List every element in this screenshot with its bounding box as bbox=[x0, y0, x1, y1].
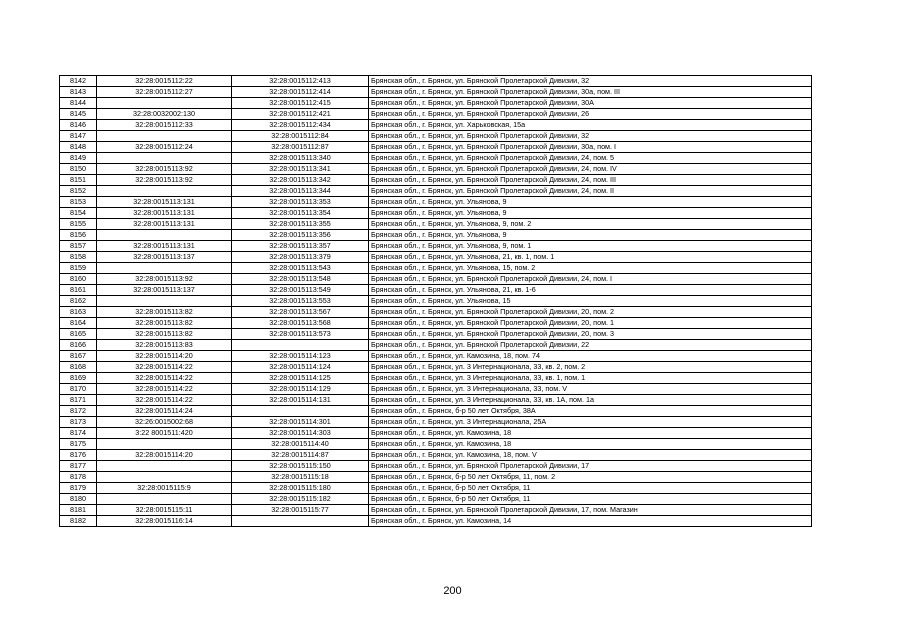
address-cell: Брянская обл., г. Брянск, ул. Брянской Пролетарской Дивизии, 24, пом. I bbox=[369, 274, 812, 285]
table-row bbox=[60, 263, 812, 274]
old-cadastral-number-cell: 32:28:0015114:22 bbox=[97, 362, 232, 373]
address-cell: Брянская обл., г. Брянск, ул. Камозина, 18, пом. 74 bbox=[369, 351, 812, 362]
new-cadastral-number-cell: 32:28:0015114:129 bbox=[232, 384, 369, 395]
address-cell: Брянская обл., г. Брянск, ул. 3 Интернационала, 33, кв. 1А, пом. 1а bbox=[369, 395, 812, 406]
address-cell: Брянская обл., г. Брянск, ул. Камозина, 14 bbox=[369, 516, 812, 527]
new-cadastral-number-cell: 32:28:0015113:549 bbox=[232, 285, 369, 296]
table-row bbox=[60, 494, 812, 505]
old-cadastral-number-cell: 32:28:0015113:92 bbox=[97, 164, 232, 175]
new-cadastral-number-cell bbox=[232, 406, 369, 417]
old-cadastral-number-cell: 32:28:0015113:92 bbox=[97, 274, 232, 285]
address-cell: Брянская обл., г. Брянск, ул. Брянской Пролетарской Дивизии, 24, пом. IV bbox=[369, 164, 812, 175]
old-cadastral-number-cell: 32:28:0015113:83 bbox=[97, 340, 232, 351]
address-cell: Брянская обл., г. Брянск, ул. Брянской Пролетарской Дивизии, 17, пом. Магазин bbox=[369, 505, 812, 516]
old-cadastral-number-cell: 32:26:0015002:68 bbox=[97, 417, 232, 428]
row-number-cell: 8155 bbox=[60, 219, 97, 230]
table-row bbox=[60, 351, 812, 362]
old-cadastral-number-cell bbox=[97, 153, 232, 164]
row-number-cell: 8154 bbox=[60, 208, 97, 219]
table-row bbox=[60, 153, 812, 164]
old-cadastral-number-cell: 32:28:0032002:130 bbox=[97, 109, 232, 120]
new-cadastral-number-cell bbox=[232, 340, 369, 351]
table-row bbox=[60, 109, 812, 120]
address-cell: Брянская обл., г. Брянск, ул. Ульянова, 21, кв. 1-6 bbox=[369, 285, 812, 296]
row-number-cell: 8157 bbox=[60, 241, 97, 252]
address-cell: Брянская обл., г. Брянск, ул. Брянской Пролетарской Дивизии, 17 bbox=[369, 461, 812, 472]
table-row bbox=[60, 120, 812, 131]
table-row bbox=[60, 175, 812, 186]
table-row bbox=[60, 318, 812, 329]
old-cadastral-number-cell bbox=[97, 494, 232, 505]
new-cadastral-number-cell: 32:28:0015114:125 bbox=[232, 373, 369, 384]
row-number-cell: 8167 bbox=[60, 351, 97, 362]
registry-table-body bbox=[60, 76, 812, 527]
table-row bbox=[60, 252, 812, 263]
table-row bbox=[60, 450, 812, 461]
address-cell: Брянская обл., г. Брянск, ул. 3 Интернационала, 33, кв. 2, пом. 2 bbox=[369, 362, 812, 373]
table-row bbox=[60, 219, 812, 230]
row-number-cell: 8142 bbox=[60, 76, 97, 87]
old-cadastral-number-cell: 32:28:0015114:22 bbox=[97, 384, 232, 395]
table-row bbox=[60, 76, 812, 87]
row-number-cell: 8181 bbox=[60, 505, 97, 516]
row-number-cell: 8153 bbox=[60, 197, 97, 208]
address-cell: Брянская обл., г. Брянск, ул. Ульянова, 15, пом. 2 bbox=[369, 263, 812, 274]
table-row bbox=[60, 241, 812, 252]
table-row bbox=[60, 483, 812, 494]
table-row bbox=[60, 285, 812, 296]
old-cadastral-number-cell: 32:28:0015112:22 bbox=[97, 76, 232, 87]
table-row bbox=[60, 230, 812, 241]
address-cell: Брянская обл., г. Брянск, ул. Брянской Пролетарской Дивизии, 24, пом. II bbox=[369, 186, 812, 197]
address-cell: Брянская обл., г. Брянск, ул. Камозина, 18 bbox=[369, 428, 812, 439]
new-cadastral-number-cell: 32:28:0015114:40 bbox=[232, 439, 369, 450]
table-row bbox=[60, 373, 812, 384]
table-row bbox=[60, 142, 812, 153]
address-cell: Брянская обл., г. Брянск, ул. Брянской Пролетарской Дивизии, 24, пом. 5 bbox=[369, 153, 812, 164]
old-cadastral-number-cell bbox=[97, 230, 232, 241]
new-cadastral-number-cell: 32:28:0015114:303 bbox=[232, 428, 369, 439]
row-number-cell: 8168 bbox=[60, 362, 97, 373]
address-cell: Брянская обл., г. Брянск, ул. Брянской Пролетарской Дивизии, 32 bbox=[369, 76, 812, 87]
address-cell: Брянская обл., г. Брянск, ул. Брянской Пролетарской Дивизии, 20, пом. 2 bbox=[369, 307, 812, 318]
address-cell: Брянская обл., г. Брянск, б-р 50 лет Октября, 38А bbox=[369, 406, 812, 417]
address-cell: Брянская обл., г. Брянск, ул. Харьковская, 15а bbox=[369, 120, 812, 131]
row-number-cell: 8178 bbox=[60, 472, 97, 483]
address-cell: Брянская обл., г. Брянск, б-р 50 лет Октября, 11 bbox=[369, 483, 812, 494]
table-row bbox=[60, 384, 812, 395]
row-number-cell: 8160 bbox=[60, 274, 97, 285]
address-cell: Брянская обл., г. Брянск, ул. Камозина, 18, пом. V bbox=[369, 450, 812, 461]
table-row bbox=[60, 98, 812, 109]
table-row bbox=[60, 461, 812, 472]
old-cadastral-number-cell bbox=[97, 296, 232, 307]
address-cell: Брянская обл., г. Брянск, ул. Брянской Пролетарской Дивизии, 22 bbox=[369, 340, 812, 351]
old-cadastral-number-cell: 32:28:0015114:24 bbox=[97, 406, 232, 417]
old-cadastral-number-cell: 32:28:0015112:33 bbox=[97, 120, 232, 131]
new-cadastral-number-cell: 32:28:0015113:353 bbox=[232, 197, 369, 208]
address-cell: Брянская обл., г. Брянск, ул. Ульянова, 9 bbox=[369, 197, 812, 208]
old-cadastral-number-cell: 32:28:0015112:27 bbox=[97, 87, 232, 98]
new-cadastral-number-cell: 32:28:0015112:414 bbox=[232, 87, 369, 98]
row-number-cell: 8144 bbox=[60, 98, 97, 109]
old-cadastral-number-cell: 32:28:0015114:22 bbox=[97, 395, 232, 406]
new-cadastral-number-cell: 32:28:0015113:568 bbox=[232, 318, 369, 329]
new-cadastral-number-cell: 32:28:0015113:553 bbox=[232, 296, 369, 307]
address-cell: Брянская обл., г. Брянск, ул. Брянской Пролетарской Дивизии, 32 bbox=[369, 131, 812, 142]
row-number-cell: 8182 bbox=[60, 516, 97, 527]
address-cell: Брянская обл., г. Брянск, ул. 3 Интернационала, 33, кв. 1, пом. 1 bbox=[369, 373, 812, 384]
old-cadastral-number-cell: 32:28:0015113:131 bbox=[97, 219, 232, 230]
old-cadastral-number-cell: 3:22 8001511:420 bbox=[97, 428, 232, 439]
row-number-cell: 8149 bbox=[60, 153, 97, 164]
new-cadastral-number-cell: 32:28:0015114:301 bbox=[232, 417, 369, 428]
table-row bbox=[60, 395, 812, 406]
new-cadastral-number-cell: 32:28:0015115:18 bbox=[232, 472, 369, 483]
address-cell: Брянская обл., г. Брянск, ул. Ульянова, 21, кв. 1, пом. 1 bbox=[369, 252, 812, 263]
old-cadastral-number-cell: 32:28:0015113:131 bbox=[97, 208, 232, 219]
row-number-cell: 8162 bbox=[60, 296, 97, 307]
new-cadastral-number-cell: 32:28:0015112:434 bbox=[232, 120, 369, 131]
row-number-cell: 8147 bbox=[60, 131, 97, 142]
row-number-cell: 8175 bbox=[60, 439, 97, 450]
new-cadastral-number-cell: 32:28:0015113:340 bbox=[232, 153, 369, 164]
table-row bbox=[60, 516, 812, 527]
table-row bbox=[60, 208, 812, 219]
table-row bbox=[60, 307, 812, 318]
row-number-cell: 8156 bbox=[60, 230, 97, 241]
old-cadastral-number-cell: 32:28:0015114:22 bbox=[97, 373, 232, 384]
table-row bbox=[60, 505, 812, 516]
address-cell: Брянская обл., г. Брянск, ул. Ульянова, 9 bbox=[369, 230, 812, 241]
table-row bbox=[60, 417, 812, 428]
row-number-cell: 8172 bbox=[60, 406, 97, 417]
new-cadastral-number-cell: 32:28:0015113:342 bbox=[232, 175, 369, 186]
old-cadastral-number-cell: 32:28:0015115:9 bbox=[97, 483, 232, 494]
address-cell: Брянская обл., г. Брянск, ул. Брянской Пролетарской Дивизии, 26 bbox=[369, 109, 812, 120]
old-cadastral-number-cell bbox=[97, 461, 232, 472]
new-cadastral-number-cell: 32:28:0015113:341 bbox=[232, 164, 369, 175]
address-cell: Брянская обл., г. Брянск, ул. Брянской Пролетарской Дивизии, 30а, пом. I bbox=[369, 142, 812, 153]
table-row bbox=[60, 186, 812, 197]
new-cadastral-number-cell: 32:28:0015114:87 bbox=[232, 450, 369, 461]
new-cadastral-number-cell: 32:28:0015113:344 bbox=[232, 186, 369, 197]
old-cadastral-number-cell: 32:28:0015112:24 bbox=[97, 142, 232, 153]
row-number-cell: 8174 bbox=[60, 428, 97, 439]
old-cadastral-number-cell: 32:28:0015116:14 bbox=[97, 516, 232, 527]
table-row bbox=[60, 439, 812, 450]
row-number-cell: 8143 bbox=[60, 87, 97, 98]
old-cadastral-number-cell: 32:28:0015113:92 bbox=[97, 175, 232, 186]
new-cadastral-number-cell: 32:28:0015113:357 bbox=[232, 241, 369, 252]
address-cell: Брянская обл., г. Брянск, ул. Брянской Пролетарской Дивизии, 24, пом. III bbox=[369, 175, 812, 186]
row-number-cell: 8145 bbox=[60, 109, 97, 120]
table-row bbox=[60, 472, 812, 483]
address-cell: Брянская обл., г. Брянск, ул. Брянской Пролетарской Дивизии, 30а, пом. III bbox=[369, 87, 812, 98]
row-number-cell: 8169 bbox=[60, 373, 97, 384]
page-number: 200 bbox=[443, 585, 462, 597]
row-number-cell: 8146 bbox=[60, 120, 97, 131]
old-cadastral-number-cell: 32:28:0015113:82 bbox=[97, 329, 232, 340]
row-number-cell: 8171 bbox=[60, 395, 97, 406]
row-number-cell: 8165 bbox=[60, 329, 97, 340]
table-row bbox=[60, 131, 812, 142]
new-cadastral-number-cell: 32:28:0015113:355 bbox=[232, 219, 369, 230]
new-cadastral-number-cell: 32:28:0015112:87 bbox=[232, 142, 369, 153]
row-number-cell: 8161 bbox=[60, 285, 97, 296]
address-cell: Брянская обл., г. Брянск, ул. Камозина, 18 bbox=[369, 439, 812, 450]
new-cadastral-number-cell: 32:28:0015114:131 bbox=[232, 395, 369, 406]
table-row bbox=[60, 197, 812, 208]
row-number-cell: 8148 bbox=[60, 142, 97, 153]
new-cadastral-number-cell: 32:28:0015115:77 bbox=[232, 505, 369, 516]
row-number-cell: 8158 bbox=[60, 252, 97, 263]
row-number-cell: 8159 bbox=[60, 263, 97, 274]
row-number-cell: 8176 bbox=[60, 450, 97, 461]
new-cadastral-number-cell: 32:28:0015112:421 bbox=[232, 109, 369, 120]
new-cadastral-number-cell: 32:28:0015115:180 bbox=[232, 483, 369, 494]
table-row bbox=[60, 87, 812, 98]
row-number-cell: 8152 bbox=[60, 186, 97, 197]
address-cell: Брянская обл., г. Брянск, б-р 50 лет Октября, 11, пом. 2 bbox=[369, 472, 812, 483]
cadastral-registry-table bbox=[59, 75, 812, 527]
row-number-cell: 8173 bbox=[60, 417, 97, 428]
new-cadastral-number-cell: 32:28:0015113:543 bbox=[232, 263, 369, 274]
address-cell: Брянская обл., г. Брянск, ул. Ульянова, 9, пом. 1 bbox=[369, 241, 812, 252]
row-number-cell: 8164 bbox=[60, 318, 97, 329]
old-cadastral-number-cell: 32:28:0015114:20 bbox=[97, 450, 232, 461]
new-cadastral-number-cell: 32:28:0015114:124 bbox=[232, 362, 369, 373]
row-number-cell: 8163 bbox=[60, 307, 97, 318]
address-cell: Брянская обл., г. Брянск, ул. Ульянова, 15 bbox=[369, 296, 812, 307]
row-number-cell: 8150 bbox=[60, 164, 97, 175]
old-cadastral-number-cell: 32:28:0015114:20 bbox=[97, 351, 232, 362]
new-cadastral-number-cell: 32:28:0015115:150 bbox=[232, 461, 369, 472]
old-cadastral-number-cell: 32:28:0015113:82 bbox=[97, 307, 232, 318]
old-cadastral-number-cell: 32:28:0015113:82 bbox=[97, 318, 232, 329]
address-cell: Брянская обл., г. Брянск, ул. Ульянова, 9, пом. 2 bbox=[369, 219, 812, 230]
table-row bbox=[60, 329, 812, 340]
old-cadastral-number-cell: 32:28:0015113:137 bbox=[97, 252, 232, 263]
old-cadastral-number-cell bbox=[97, 472, 232, 483]
new-cadastral-number-cell: 32:28:0015114:123 bbox=[232, 351, 369, 362]
old-cadastral-number-cell: 32:28:0015115:11 bbox=[97, 505, 232, 516]
new-cadastral-number-cell: 32:28:0015112:415 bbox=[232, 98, 369, 109]
address-cell: Брянская обл., г. Брянск, б-р 50 лет Октября, 11 bbox=[369, 494, 812, 505]
new-cadastral-number-cell: 32:28:0015113:356 bbox=[232, 230, 369, 241]
new-cadastral-number-cell: 32:28:0015113:354 bbox=[232, 208, 369, 219]
new-cadastral-number-cell: 32:28:0015113:379 bbox=[232, 252, 369, 263]
row-number-cell: 8151 bbox=[60, 175, 97, 186]
row-number-cell: 8170 bbox=[60, 384, 97, 395]
row-number-cell: 8177 bbox=[60, 461, 97, 472]
table-row bbox=[60, 274, 812, 285]
table-row bbox=[60, 164, 812, 175]
address-cell: Брянская обл., г. Брянск, ул. Брянской Пролетарской Дивизии, 20, пом. 3 bbox=[369, 329, 812, 340]
old-cadastral-number-cell bbox=[97, 98, 232, 109]
old-cadastral-number-cell bbox=[97, 186, 232, 197]
old-cadastral-number-cell: 32:28:0015113:137 bbox=[97, 285, 232, 296]
new-cadastral-number-cell: 32:28:0015113:548 bbox=[232, 274, 369, 285]
table-row bbox=[60, 296, 812, 307]
table-row bbox=[60, 362, 812, 373]
row-number-cell: 8166 bbox=[60, 340, 97, 351]
row-number-cell: 8179 bbox=[60, 483, 97, 494]
old-cadastral-number-cell bbox=[97, 131, 232, 142]
new-cadastral-number-cell: 32:28:0015113:573 bbox=[232, 329, 369, 340]
address-cell: Брянская обл., г. Брянск, ул. 3 Интернационала, 33, пом. V bbox=[369, 384, 812, 395]
table-row bbox=[60, 406, 812, 417]
address-cell: Брянская обл., г. Брянск, ул. 3 Интернационала, 25А bbox=[369, 417, 812, 428]
old-cadastral-number-cell bbox=[97, 439, 232, 450]
address-cell: Брянская обл., г. Брянск, ул. Брянской Пролетарской Дивизии, 20, пом. 1 bbox=[369, 318, 812, 329]
new-cadastral-number-cell bbox=[232, 516, 369, 527]
old-cadastral-number-cell bbox=[97, 263, 232, 274]
table-row bbox=[60, 428, 812, 439]
new-cadastral-number-cell: 32:28:0015115:182 bbox=[232, 494, 369, 505]
new-cadastral-number-cell: 32:28:0015112:84 bbox=[232, 131, 369, 142]
new-cadastral-number-cell: 32:28:0015113:567 bbox=[232, 307, 369, 318]
address-cell: Брянская обл., г. Брянск, ул. Ульянова, 9 bbox=[369, 208, 812, 219]
table-row bbox=[60, 340, 812, 351]
old-cadastral-number-cell: 32:28:0015113:131 bbox=[97, 197, 232, 208]
new-cadastral-number-cell: 32:28:0015112:413 bbox=[232, 76, 369, 87]
row-number-cell: 8180 bbox=[60, 494, 97, 505]
old-cadastral-number-cell: 32:28:0015113:131 bbox=[97, 241, 232, 252]
address-cell: Брянская обл., г. Брянск, ул. Брянской Пролетарской Дивизии, 30А bbox=[369, 98, 812, 109]
